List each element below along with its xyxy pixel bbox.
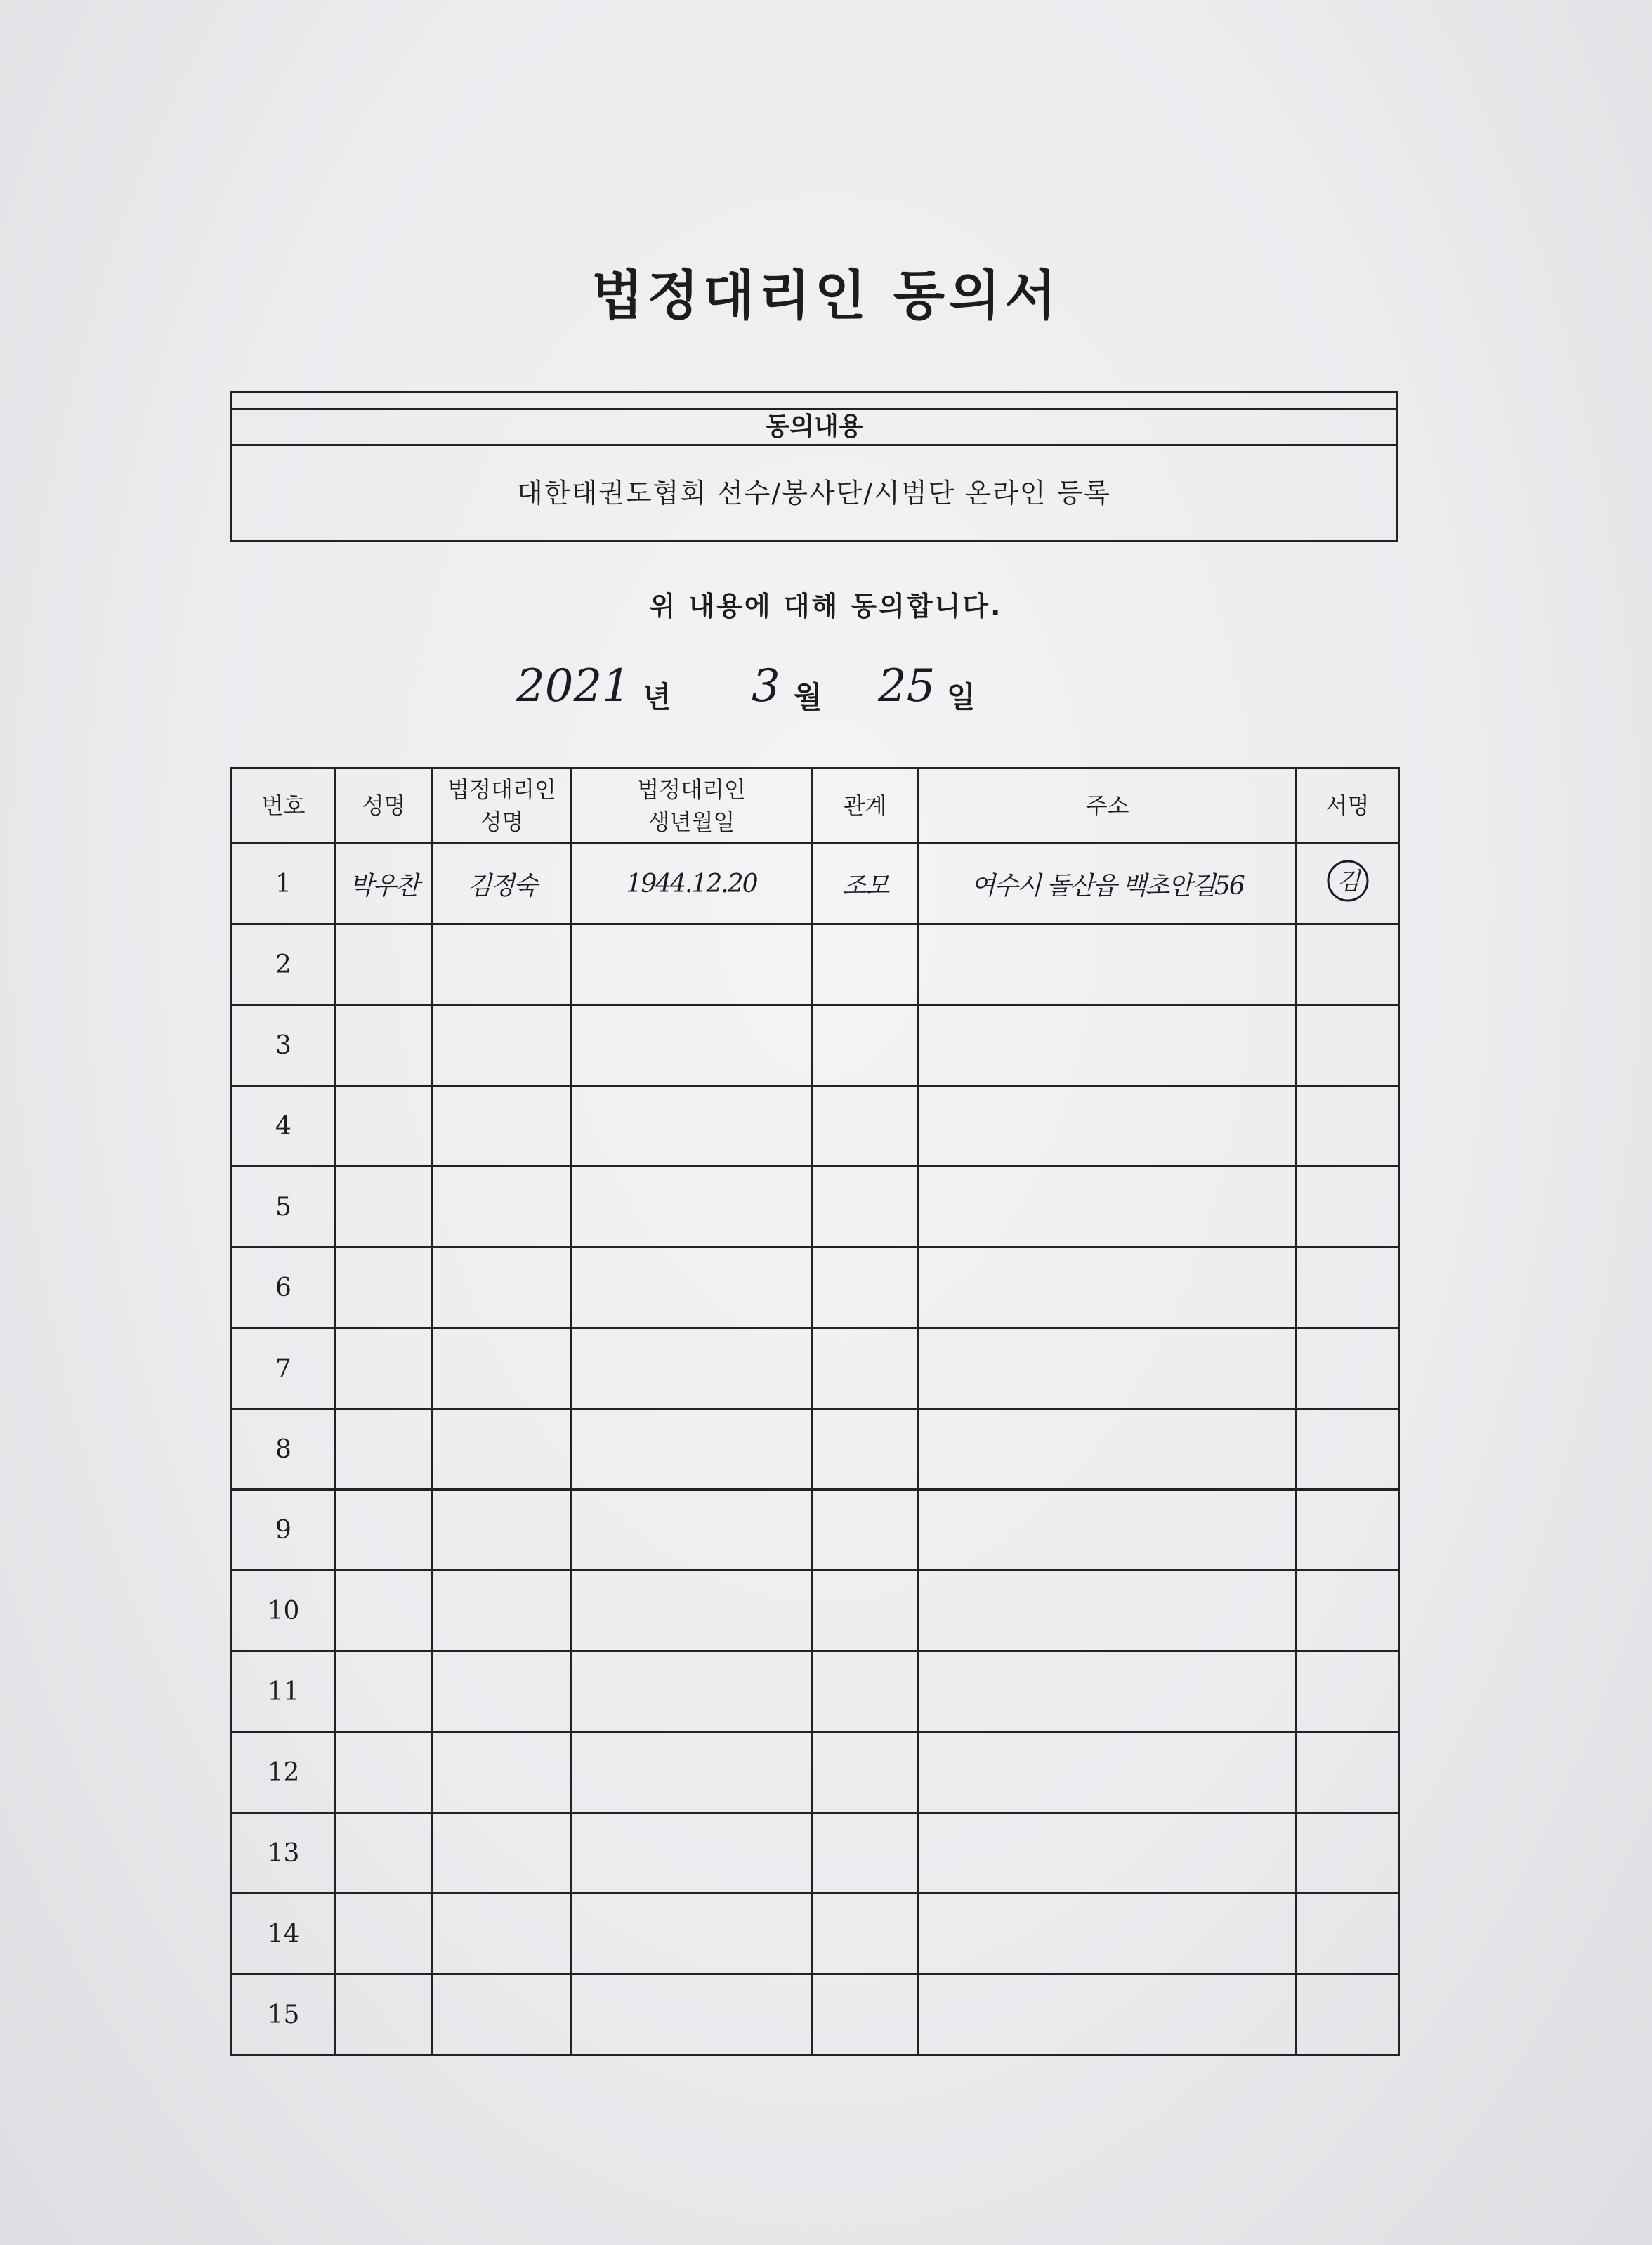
cell-relation <box>812 1651 919 1732</box>
handwritten-seal-icon <box>1325 858 1371 904</box>
cell-address: 여수시 돌산읍 백초안길56 <box>919 844 1297 924</box>
cell-relation <box>812 1894 919 1975</box>
cell-relation <box>812 1813 919 1894</box>
cell-relation <box>812 1328 919 1409</box>
cell-relation <box>812 1571 919 1651</box>
header-name: 성명 <box>336 768 433 844</box>
table-row <box>232 1975 1399 2055</box>
cell-signature <box>1297 844 1399 924</box>
table-row <box>232 1732 1399 1813</box>
cell-guardian-name <box>433 1571 572 1651</box>
header-guardian-birth-line2: 생년월일 <box>648 809 735 835</box>
cell-signature <box>1297 1894 1399 1975</box>
table-row <box>232 1409 1399 1490</box>
table-row <box>232 1005 1399 1086</box>
cell-guardian-birth <box>572 1409 812 1490</box>
cell-address <box>919 1571 1297 1651</box>
cell-guardian-birth <box>572 1571 812 1651</box>
cell-signature <box>1297 924 1399 1005</box>
cell-guardian-name: 김정숙 <box>433 844 572 924</box>
table-row <box>232 1328 1399 1409</box>
cell-guardian-name <box>433 1813 572 1894</box>
cell-guardian-birth <box>572 1975 812 2055</box>
table-row <box>232 1571 1399 1651</box>
table-row <box>232 1651 1399 1732</box>
cell-signature <box>1297 1248 1399 1328</box>
date-day-label: 일 <box>947 680 976 714</box>
cell-name <box>336 1490 433 1571</box>
cell-guardian-name <box>433 1086 572 1167</box>
cell-name <box>336 1328 433 1409</box>
cell-guardian-birth <box>572 1328 812 1409</box>
date-year-handwritten: 2021 <box>516 660 631 712</box>
cell-address <box>919 1732 1297 1813</box>
row-number: 7 <box>232 1328 336 1409</box>
table-row <box>232 1248 1399 1328</box>
header-guardian-name <box>433 768 572 844</box>
row-number: 5 <box>232 1167 336 1248</box>
cell-relation <box>812 1086 919 1167</box>
cell-guardian-birth <box>572 1248 812 1328</box>
cell-guardian-birth <box>572 1167 812 1248</box>
cell-signature <box>1297 1167 1399 1248</box>
cell-relation <box>812 1005 919 1086</box>
cell-relation <box>812 924 919 1005</box>
guardian-roster-table <box>230 767 1400 2056</box>
row-number: 13 <box>232 1813 336 1894</box>
row-number: 4 <box>232 1086 336 1167</box>
agreement-statement: 위 내용에 대해 동의합니다. <box>649 591 1003 622</box>
cell-guardian-name <box>433 1975 572 2055</box>
table-header-row <box>232 768 1399 844</box>
cell-address <box>919 1328 1297 1409</box>
cell-relation <box>812 1409 919 1490</box>
cell-address <box>919 924 1297 1005</box>
cell-name <box>336 1651 433 1732</box>
cell-relation <box>812 1248 919 1328</box>
cell-name: 박우찬 <box>336 844 433 924</box>
cell-relation <box>812 1975 919 2055</box>
row-number: 2 <box>232 924 336 1005</box>
cell-guardian-birth <box>572 924 812 1005</box>
row-number: 9 <box>232 1490 336 1571</box>
cell-guardian-name <box>433 1894 572 1975</box>
consent-box <box>230 391 1398 542</box>
table-row <box>232 1894 1399 1975</box>
date-day-handwritten: 25 <box>878 660 936 712</box>
cell-name <box>336 1005 433 1086</box>
cell-address <box>919 1975 1297 2055</box>
cell-address <box>919 1167 1297 1248</box>
cell-guardian-birth <box>572 1490 812 1571</box>
cell-address <box>919 1409 1297 1490</box>
header-signature: 서명 <box>1297 768 1399 844</box>
cell-relation <box>812 1732 919 1813</box>
consent-content: 대한태권도협회 선수/봉사단/시범단 온라인 등록 <box>516 478 1111 509</box>
cell-address <box>919 1248 1297 1328</box>
cell-guardian-birth <box>572 1732 812 1813</box>
cell-name <box>336 1975 433 2055</box>
cell-address <box>919 1490 1297 1571</box>
cell-name <box>336 1086 433 1167</box>
table-row <box>232 1086 1399 1167</box>
cell-signature <box>1297 1813 1399 1894</box>
cell-signature <box>1297 1975 1399 2055</box>
cell-name <box>336 1813 433 1894</box>
cell-signature <box>1297 1086 1399 1167</box>
row-number: 15 <box>232 1975 336 2055</box>
header-guardian-name-line1: 법정대리인 <box>447 776 556 803</box>
cell-name <box>336 1248 433 1328</box>
cell-signature <box>1297 1409 1399 1490</box>
cell-signature <box>1297 1328 1399 1409</box>
cell-guardian-name <box>433 1409 572 1490</box>
cell-guardian-birth <box>572 1005 812 1086</box>
table-row <box>232 1490 1399 1571</box>
row-number: 14 <box>232 1894 336 1975</box>
cell-guardian-name <box>433 1651 572 1732</box>
cell-signature <box>1297 1571 1399 1651</box>
row-number: 10 <box>232 1571 336 1651</box>
header-no: 번호 <box>232 768 336 844</box>
row-number: 6 <box>232 1248 336 1328</box>
cell-guardian-birth <box>572 1894 812 1975</box>
cell-name <box>336 1732 433 1813</box>
cell-relation <box>812 1490 919 1571</box>
date-year-label: 년 <box>643 680 671 714</box>
cell-name <box>336 1894 433 1975</box>
cell-guardian-name <box>433 1490 572 1571</box>
cell-guardian-name <box>433 1167 572 1248</box>
cell-address <box>919 1651 1297 1732</box>
table-row <box>232 1167 1399 1248</box>
cell-address <box>919 1086 1297 1167</box>
cell-relation: 조모 <box>812 844 919 924</box>
cell-guardian-birth <box>572 1086 812 1167</box>
cell-address <box>919 1894 1297 1975</box>
cell-name <box>336 1167 433 1248</box>
cell-name <box>336 1409 433 1490</box>
cell-address <box>919 1005 1297 1086</box>
row-number: 1 <box>232 844 336 924</box>
consent-heading: 동의내용 <box>232 408 1396 446</box>
date-month-handwritten: 3 <box>752 660 780 712</box>
document-title: 법정대리인 동의서 <box>591 264 1061 327</box>
cell-guardian-name <box>433 1328 572 1409</box>
table-row <box>232 1813 1399 1894</box>
cell-guardian-birth <box>572 1651 812 1732</box>
header-guardian-name-line2: 성명 <box>480 809 524 835</box>
header-guardian-birth <box>572 768 812 844</box>
table-row <box>232 844 1399 924</box>
header-address: 주소 <box>919 768 1297 844</box>
table-row <box>232 924 1399 1005</box>
cell-signature <box>1297 1732 1399 1813</box>
svg-text:김: 김 <box>1337 867 1358 896</box>
cell-guardian-name <box>433 1732 572 1813</box>
header-guardian-birth-line1: 법정대리인 <box>637 776 746 803</box>
cell-signature <box>1297 1490 1399 1571</box>
row-number: 8 <box>232 1409 336 1490</box>
cell-relation <box>812 1167 919 1248</box>
cell-guardian-name <box>433 924 572 1005</box>
cell-address <box>919 1813 1297 1894</box>
cell-signature <box>1297 1651 1399 1732</box>
cell-guardian-birth: 1944.12.20 <box>572 844 812 924</box>
row-number: 11 <box>232 1651 336 1732</box>
cell-name <box>336 924 433 1005</box>
header-relation: 관계 <box>812 768 919 844</box>
row-number: 12 <box>232 1732 336 1813</box>
cell-guardian-name <box>433 1005 572 1086</box>
row-number: 3 <box>232 1005 336 1086</box>
cell-signature <box>1297 1005 1399 1086</box>
cell-guardian-birth <box>572 1813 812 1894</box>
cell-guardian-name <box>433 1248 572 1328</box>
cell-name <box>336 1571 433 1651</box>
date-month-label: 월 <box>794 680 822 714</box>
